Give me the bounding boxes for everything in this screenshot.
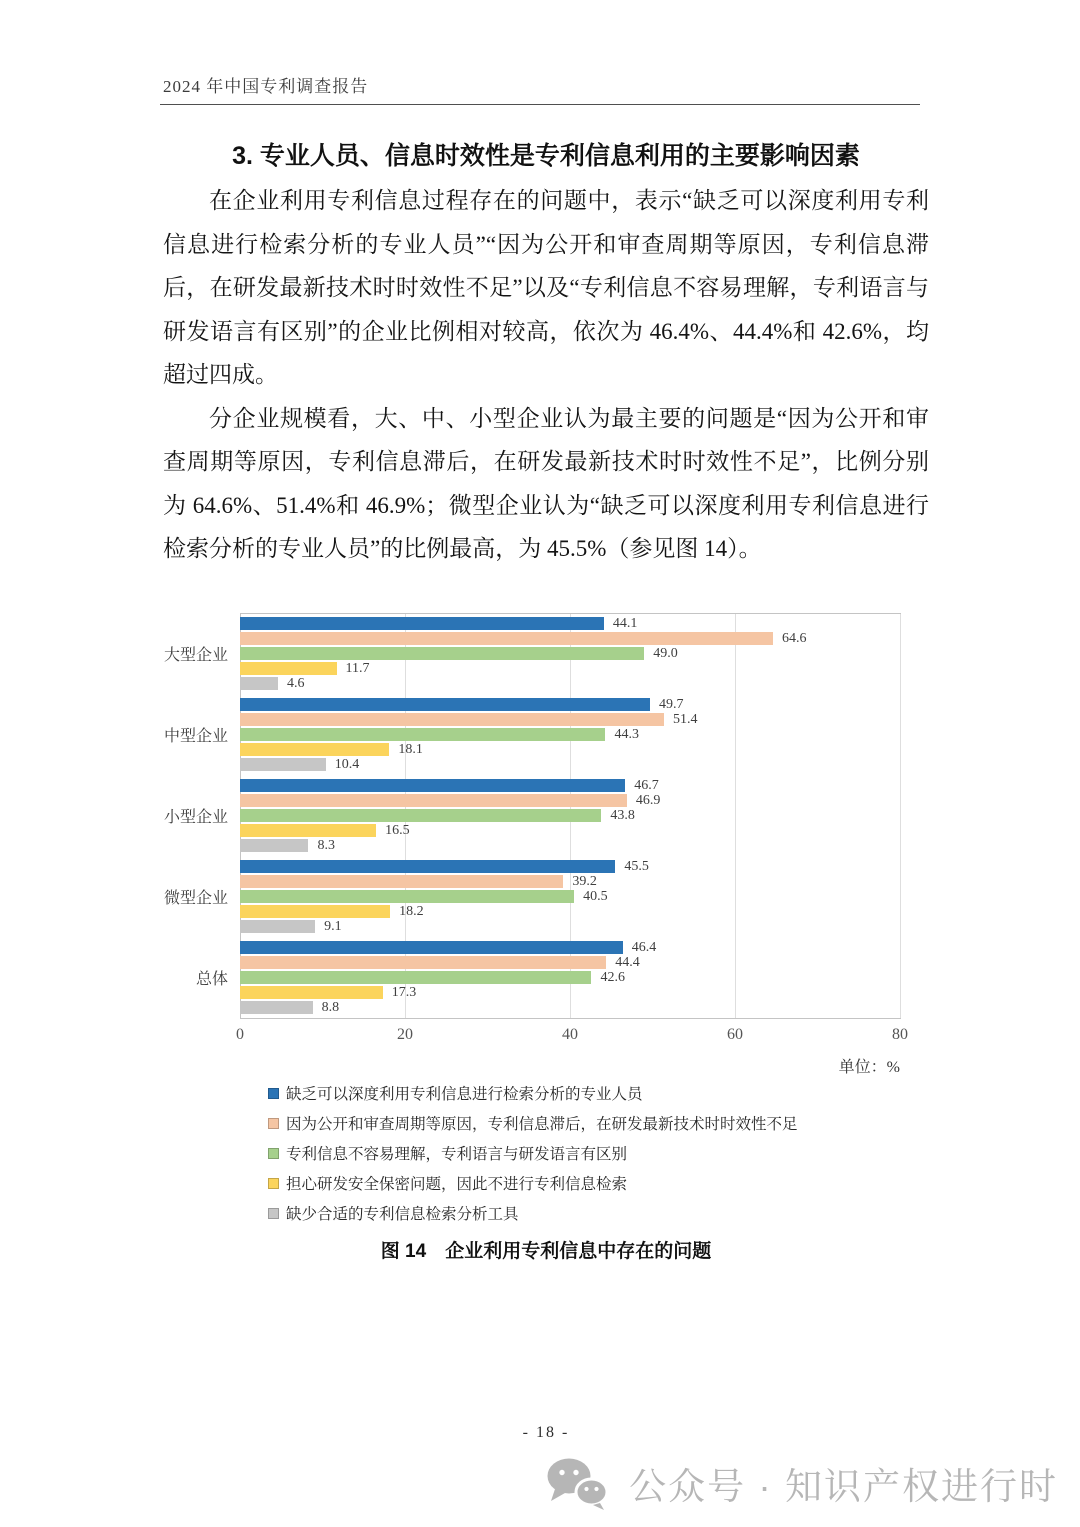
bar xyxy=(240,779,625,792)
bar-line xyxy=(240,971,900,984)
bar-line xyxy=(240,920,900,933)
legend-label: 因为公开和审查周期等原因，专利信息滞后，在研发最新技术时时效性不足 xyxy=(286,1116,798,1133)
category-label: 中型企业 xyxy=(163,728,228,745)
category-label: 大型企业 xyxy=(163,647,228,664)
legend-item xyxy=(268,1078,928,1108)
bar xyxy=(240,698,650,711)
x-tick-label: 40 xyxy=(562,1026,578,1043)
figure-caption: 图 14 企业利用专利信息中存在的问题 xyxy=(380,1241,712,1262)
chart-group-1 xyxy=(160,613,930,694)
bar xyxy=(240,875,563,888)
bar-line xyxy=(240,677,900,690)
bar-value-label: 51.4 xyxy=(673,711,698,727)
bar xyxy=(240,713,664,726)
x-tick-label: 80 xyxy=(892,1026,908,1043)
category-bars xyxy=(240,617,900,690)
bar xyxy=(240,809,601,822)
bar-value-label: 43.8 xyxy=(610,807,635,823)
bar xyxy=(240,662,337,675)
bar xyxy=(240,1001,313,1014)
bar-line xyxy=(240,758,900,771)
bar xyxy=(240,920,315,933)
bar-line xyxy=(240,824,900,837)
chart-group-5 xyxy=(160,937,930,1018)
body-text xyxy=(163,179,929,571)
bar xyxy=(240,647,644,660)
bar-line xyxy=(240,662,900,675)
bar-line xyxy=(240,698,900,711)
bar xyxy=(240,617,604,630)
bar xyxy=(240,986,383,999)
chart-group-4 xyxy=(160,856,930,937)
bar xyxy=(240,890,574,903)
category-label: 小型企业 xyxy=(163,809,228,826)
x-axis-ticks xyxy=(160,1026,930,1050)
x-tick-label: 0 xyxy=(236,1026,244,1043)
bar-value-label: 16.5 xyxy=(385,822,410,838)
bar-value-label: 46.7 xyxy=(634,777,659,793)
category-bars xyxy=(240,941,900,1014)
bar-line xyxy=(240,890,900,903)
bar xyxy=(240,632,773,645)
bar-value-label: 46.4 xyxy=(631,939,657,955)
legend-item xyxy=(268,1198,928,1228)
x-tick-label: 20 xyxy=(397,1026,413,1043)
category-bars xyxy=(240,779,900,852)
bar-value-label: 17.3 xyxy=(391,984,417,1000)
bar-value-label: 10.4 xyxy=(334,756,360,772)
bar-line xyxy=(240,713,900,726)
bar-line xyxy=(240,875,900,888)
x-tick-label: 60 xyxy=(727,1026,743,1043)
category-bars xyxy=(240,698,900,771)
bar-value-label: 44.3 xyxy=(614,726,639,742)
watermark-text: 公众号 · 知识产权进行时 xyxy=(629,1466,1058,1507)
section-heading: 3. 专业人员、信息时效性是专利信息利用的主要影响因素 xyxy=(232,142,860,170)
bar-value-label: 18.2 xyxy=(399,903,424,919)
header-rule xyxy=(160,104,920,105)
unit-label: 单位：% xyxy=(838,1059,900,1076)
legend-item xyxy=(268,1138,928,1168)
bar-line xyxy=(240,956,900,969)
bar-line xyxy=(240,647,900,660)
bar-value-label: 40.5 xyxy=(583,888,608,904)
legend-label: 缺少合适的专利信息检索分析工具 xyxy=(286,1206,519,1223)
running-header: 2024 年中国专利调查报告 xyxy=(163,77,369,96)
legend-swatch-icon xyxy=(268,1118,279,1129)
category-label: 微型企业 xyxy=(163,890,228,907)
bar xyxy=(240,905,390,918)
bar-line xyxy=(240,905,900,918)
bar-line xyxy=(240,1001,900,1014)
bar-line xyxy=(240,860,900,873)
bar xyxy=(240,794,627,807)
bar-value-label: 4.6 xyxy=(286,675,305,691)
bar-value-label: 8.3 xyxy=(317,837,335,853)
bar-value-label: 18.1 xyxy=(398,741,423,757)
legend-swatch-icon xyxy=(268,1208,279,1219)
legend-label: 专利信息不容易理解，专利语言与研发语言有区别 xyxy=(286,1146,628,1163)
plot-border-bottom xyxy=(240,1018,901,1019)
bar xyxy=(240,956,606,969)
bar-value-label: 8.8 xyxy=(321,999,340,1015)
bar-line xyxy=(240,632,900,645)
chart-groups xyxy=(160,613,930,1018)
bar-chart xyxy=(160,612,930,1082)
bar-line xyxy=(240,809,900,822)
paragraph: 在企业利用专利信息过程存在的问题中，表示“缺乏可以深度利用专利信息进行检索分析的专业人员”“因为公开和审查周期等原因，专利信息滞后，在研发最新技术时时效性不足”以及“专利信息不容易理解，专利语言与研发语言有区别”的企业比例相对较高，依次为 46.4%、44.4%和 42.6%，均超过四成。 xyxy=(163,188,929,387)
bar-value-label: 42.6 xyxy=(600,969,625,985)
bar-line xyxy=(240,743,900,756)
bar-value-label: 44.4 xyxy=(615,954,640,970)
bar-value-label: 39.2 xyxy=(572,873,597,889)
bar xyxy=(240,758,326,771)
bar-value-label: 49.7 xyxy=(659,696,684,712)
bar-line xyxy=(240,986,900,999)
chart-legend xyxy=(268,1078,928,1228)
bar-value-label: 49.0 xyxy=(653,645,678,661)
bar xyxy=(240,743,389,756)
legend-item xyxy=(268,1108,928,1138)
legend-label: 担心研发安全保密问题，因此不进行专利信息检索 xyxy=(286,1176,628,1193)
legend-swatch-icon xyxy=(268,1088,279,1099)
bar-value-label: 11.7 xyxy=(345,660,370,676)
bar xyxy=(240,824,376,837)
category-label: 总体 xyxy=(195,971,228,988)
wechat-icon xyxy=(545,1456,609,1510)
chart-group-2 xyxy=(160,694,930,775)
legend-swatch-icon xyxy=(268,1148,279,1159)
bar-value-label: 45.5 xyxy=(624,858,649,874)
bar-value-label: 64.6 xyxy=(781,630,807,646)
bar-line xyxy=(240,779,900,792)
bar-line xyxy=(240,728,900,741)
category-bars xyxy=(240,860,900,933)
page-number: - 18 - xyxy=(522,1424,570,1441)
bar xyxy=(240,860,615,873)
bar xyxy=(240,728,605,741)
bar xyxy=(240,941,623,954)
chart-group-3 xyxy=(160,775,930,856)
bar xyxy=(240,839,308,852)
paragraph: 分企业规模看，大、中、小型企业认为最主要的问题是“因为公开和审查周期等原因，专利信息滞后，在研发最新技术时时效性不足”，比例分别为 64.6%、51.4%和 46.9%；微型企业认为“缺乏可以深度利用专利信息进行检索分析的专业人员”的比例最高，为 45.5%（参见图 14）。 xyxy=(163,405,929,561)
bar-line xyxy=(240,794,900,807)
watermark xyxy=(545,1456,1058,1510)
bar-value-label: 9.1 xyxy=(324,918,342,934)
legend-swatch-icon xyxy=(268,1178,279,1189)
bar-line xyxy=(240,941,900,954)
bar xyxy=(240,677,278,690)
bar-value-label: 46.9 xyxy=(635,792,661,808)
bar-line xyxy=(240,839,900,852)
legend-item xyxy=(268,1168,928,1198)
bar-value-label: 44.1 xyxy=(612,615,638,631)
bar xyxy=(240,971,591,984)
legend-label: 缺乏可以深度利用专利信息进行检索分析的专业人员 xyxy=(286,1086,643,1103)
bar-line xyxy=(240,617,900,630)
